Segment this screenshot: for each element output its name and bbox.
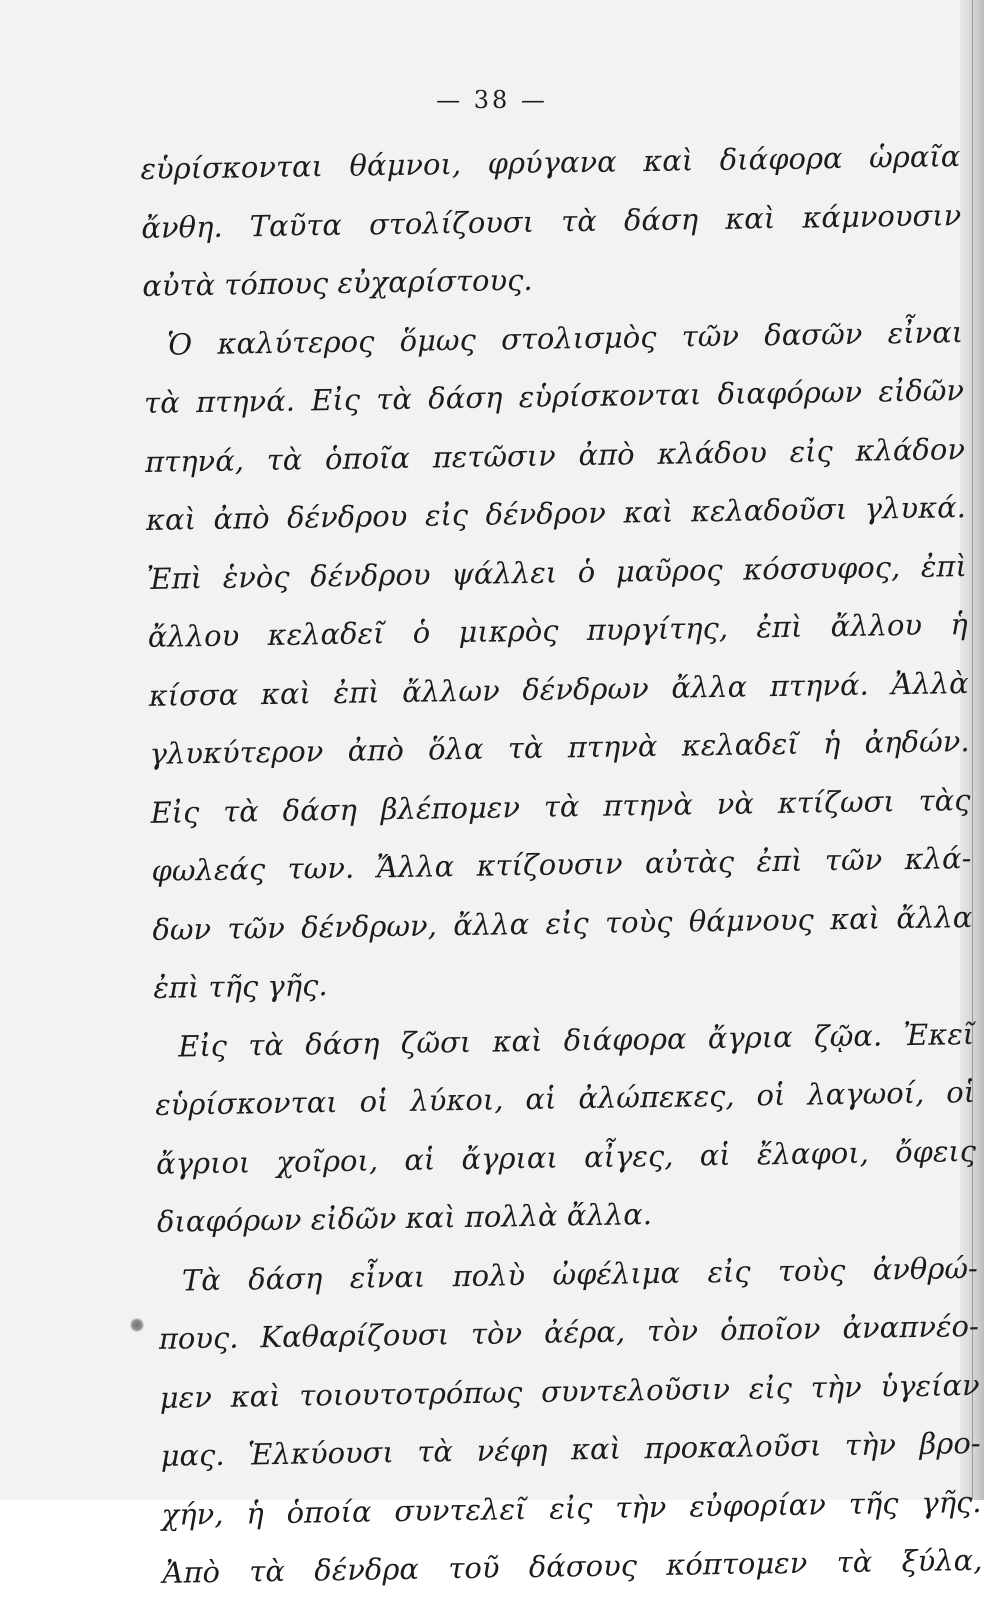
ink-blot <box>130 1318 144 1332</box>
text-line: Ὁ καλύτερος ὅμως στολισμὸς τῶν δασῶν εἶναι <box>166 314 964 362</box>
text-line: αὐτὰ τόπους εὐχαρίστους. <box>142 262 533 303</box>
text-line: τὰ πτηνά. Εἰς τὰ δάση εὑρίσκονται διαφόρων εἰδῶν <box>143 373 965 420</box>
text-line: μεν καὶ τοιουτοτρόπως συντελοῦσιν εἰς τὴν ὑγείαν <box>159 1367 980 1415</box>
page-number: — 38 — <box>436 86 548 114</box>
text-line: Τὰ δάση εἶναι πολὺ ὠφέλιμα εἰς τοὺς ἀνθρώ- <box>181 1250 979 1297</box>
text-line: Εἰς τὰ δάση βλέπομεν τὰ πτηνὰ νὰ κτίζωσι τὰς <box>150 782 971 830</box>
text-line: εὑρίσκονται οἱ λύκοι, αἱ ἀλώπεκες, οἱ λαγωοί, οἱ <box>154 1075 976 1122</box>
text-line: εὑρίσκονται θάμνοι, φρύγανα καὶ διάφορα ὡραῖα <box>140 139 961 186</box>
text-line: ἄνθη. Ταῦτα στολίζουσι τὰ δάση καὶ κάμνουσιν <box>141 197 962 245</box>
text-line: ἄλλου κελαδεῖ ὁ μικρὸς πυργίτης, ἐπὶ ἄλλου ἡ <box>147 607 968 654</box>
text-line: χήν, ἡ ὁποία συντελεῖ εἰς τὴν εὐφορίαν τῆς γῆς. <box>161 1484 982 1532</box>
text-line: πους. Καθαρίζουσι τὸν ἀέρα, τὸν ὁποῖον ἀναπνέο- <box>158 1308 979 1356</box>
text-line: κίσσα καὶ ἐπὶ ἄλλων δένδρων ἄλλα πτηνά. Ἀλλὰ <box>148 665 969 713</box>
text-line: γλυκύτερον ἀπὸ ὅλα τὰ πτηνὰ κελαδεῖ ἡ ἀηδών. <box>149 724 970 771</box>
text-line: πτηνά, τὰ ὁποῖα πετῶσιν ἀπὸ κλάδου εἰς κλάδον <box>144 431 966 479</box>
text-line: καὶ ἀπὸ δένδρου εἰς δένδρον καὶ κελαδοῦσι γλυκά. <box>145 490 967 537</box>
text-line: δων τῶν δένδρων, ἄλλα εἰς τοὺς θάμνους καὶ ἄλλα <box>152 899 973 947</box>
text-line: Ἀπὸ τὰ δένδρα τοῦ δάσους κόπτομεν τὰ ξύλα, <box>162 1542 983 1590</box>
text-line: Ἐπὶ ἑνὸς δένδρου ψάλλει ὁ μαῦρος κόσσυφος, ἐπὶ <box>146 548 968 596</box>
text-line: διαφόρων εἰδῶν καὶ πολλὰ ἄλλα. <box>156 1197 653 1239</box>
text-line: ἄγριοι χοῖροι, αἱ ἄγριαι αἶγες, αἱ ἔλαφοι, ὄφεις <box>155 1133 977 1181</box>
text-line: φωλεάς των. Ἄλλα κτίζουσιν αὐτὰς ἐπὶ τῶν κλά- <box>151 841 972 888</box>
text-line: Εἰς τὰ δάση ζῶσι καὶ διάφορα ἄγρια ζῷα. Ἐκεῖ <box>177 1016 975 1064</box>
text-line: ἐπὶ τῆς γῆς. <box>153 968 328 1005</box>
body-text <box>140 127 983 1602</box>
text-line: μας. Ἑλκύουσι τὰ νέφη καὶ προκαλοῦσι τὴν βρο- <box>160 1425 981 1473</box>
